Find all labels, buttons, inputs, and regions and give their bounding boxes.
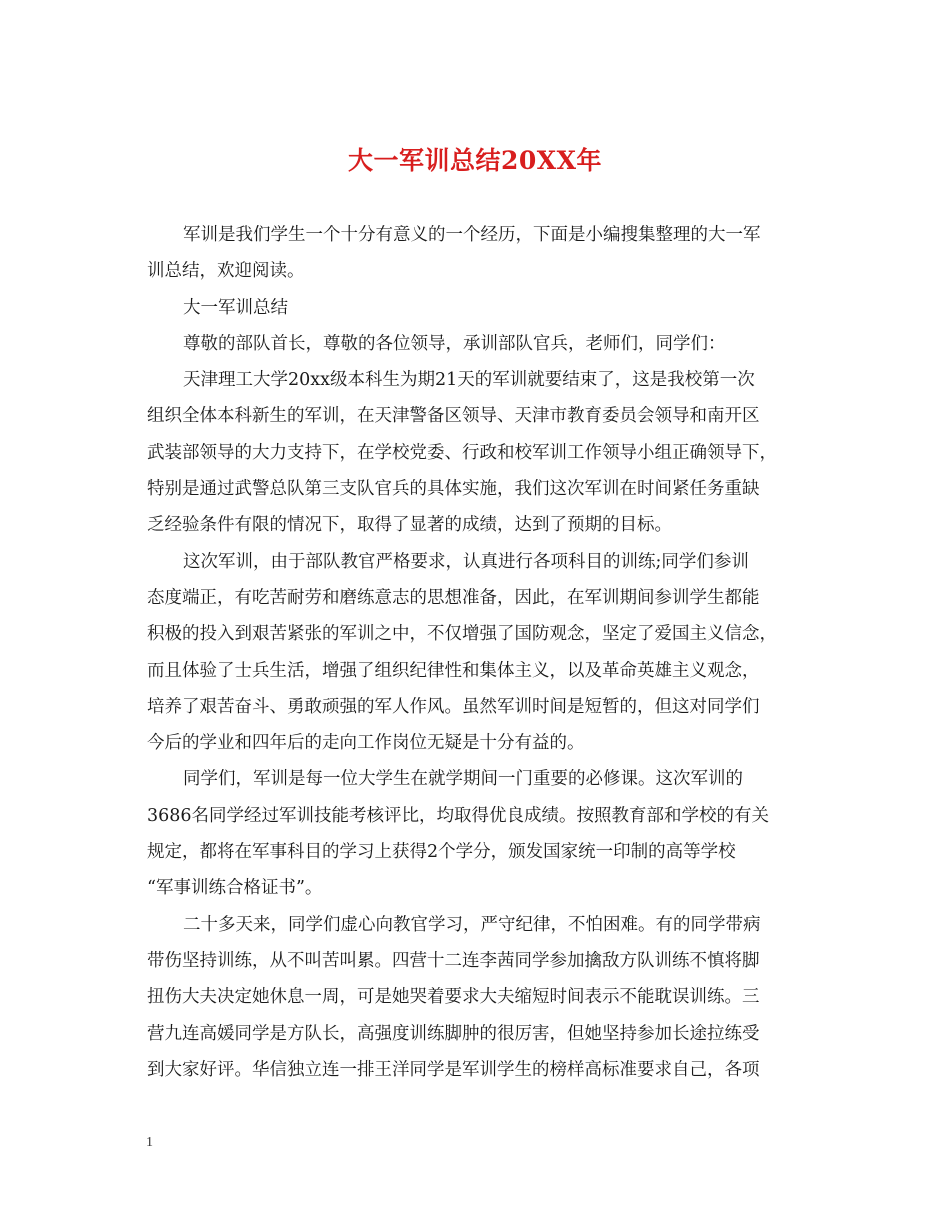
body-line: 积极的投入到艰苦紧张的军训之中，不仅增强了国防观念，坚定了爱国主义信念， (147, 624, 777, 645)
body-line: 组织全体本科新生的军训，在天津警备区领导、天津市教育委员会领导和南开区 (147, 406, 760, 427)
body-line: 态度端正，有吃苦耐劳和磨练意志的思想准备，因此，在军训期间参训学生都能 (147, 587, 760, 608)
body-line: 营九连高媛同学是方队长，高强度训练脚肿的很厉害，但她坚持参加长途拉练受 (147, 1023, 760, 1044)
body-line: 尊敬的部队首长，尊敬的各位领导，承训部队官兵，老师们，同学们： (183, 333, 726, 354)
body-line: 武装部领导的大力支持下，在学校党委、行政和校军训工作领导小组正确领导下， (147, 442, 777, 463)
body-line: 训总结，欢迎阅读。 (147, 261, 305, 282)
document-body (147, 217, 807, 1088)
body-line: 乏经验条件有限的情况下，取得了显著的成绩，达到了预期的目标。 (147, 515, 672, 536)
body-line: 二十多天来，同学们虚心向教官学习，严守纪律，不怕困难。有的同学带病 (183, 914, 761, 935)
body-line: 军训是我们学生一个十分有意义的一个经历，下面是小编搜集整理的大一军 (183, 225, 761, 245)
body-line: 同学们，军训是每一位大学生在就学期间一门重要的必修课。这次军训的 (183, 769, 743, 790)
body-line: 3686名同学经过军训技能考核评比，均取得优良成绩。按照教育部和学校的有关 (147, 805, 770, 826)
page-number: 1 (146, 1135, 153, 1150)
body-line: 这次军训，由于部队教官严格要求，认真进行各项科目的训练;同学们参训 (183, 551, 749, 572)
body-line: “军事训练合格证书”。 (147, 878, 323, 899)
body-line: 规定，都将在军事科目的学习上获得2个学分，颁发国家统一印制的高等学校 (147, 842, 736, 863)
body-line: 到大家好评。华信独立连一排王洋同学是军训学生的榜样高标准要求自己，各项 (147, 1059, 760, 1080)
body-line: 天津理工大学20xx级本科生为期21天的军训就要结束了，这是我校第一次 (183, 370, 755, 391)
body-line: 特别是通过武警总队第三支队官兵的具体实施，我们这次军训在时间紧任务重缺 (147, 479, 760, 500)
body-line: 而且体验了士兵生活，增强了组织纪律性和集体主义，以及革命英雄主义观念， (147, 660, 760, 681)
body-line: 大一军训总结 (183, 297, 288, 318)
document-title: 大一军训总结20XX年 (347, 146, 603, 175)
body-line: 培养了艰苦奋斗、勇敢顽强的军人作风。虽然军训时间是短暂的，但这对同学们 (147, 696, 760, 717)
body-line: 今后的学业和四年后的走向工作岗位无疑是十分有益的。 (147, 733, 585, 754)
body-line: 带伤坚持训练，从不叫苦叫累。四营十二连李茜同学参加擒敌方队训练不慎将脚 (147, 950, 760, 971)
body-line: 扭伤大夫决定她休息一周，可是她哭着要求大夫缩短时间表示不能耽误训练。三 (147, 987, 760, 1008)
